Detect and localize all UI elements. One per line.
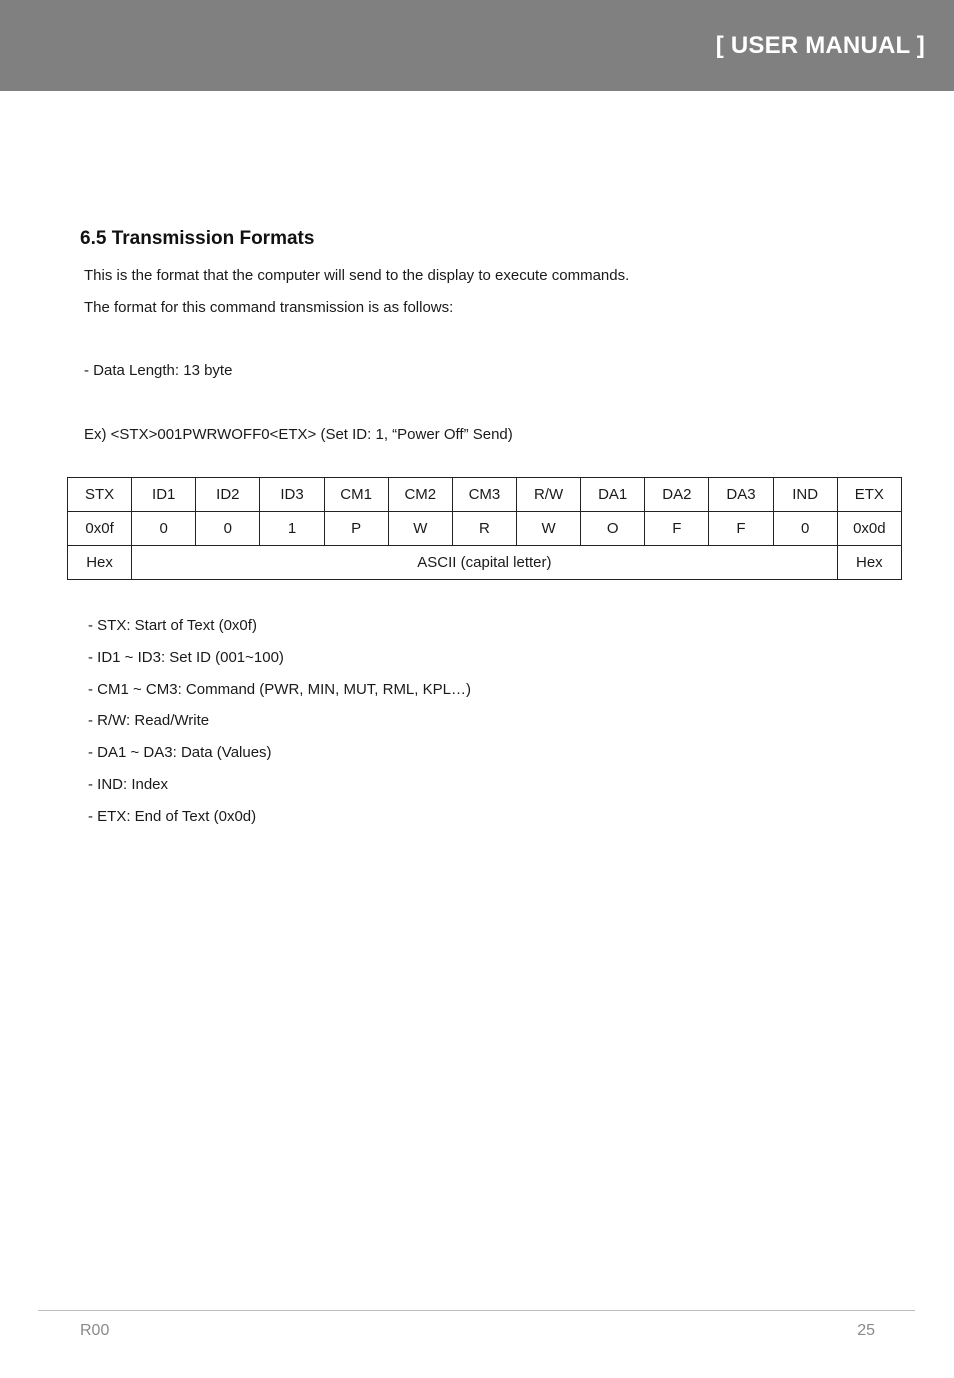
list-item: - ETX: End of Text (0x0d) (88, 807, 257, 825)
list-item: - STX: Start of Text (0x0f) (88, 617, 257, 634)
table-type-row (68, 546, 902, 580)
table-cell: IND (773, 478, 837, 512)
table-cell: STX (68, 478, 132, 512)
table-cell: F (709, 512, 773, 546)
table-cell: W (516, 512, 580, 546)
table-cell: R/W (516, 478, 580, 512)
manual-title: [ USER MANUAL ] (715, 32, 925, 59)
table-cell: 0x0d (837, 512, 901, 546)
table-cell: 0 (773, 512, 837, 546)
table-cell: P (324, 512, 388, 546)
table-cell: CM3 (452, 478, 516, 512)
table-cell: ID3 (260, 478, 324, 512)
list-item: - DA1 ~ DA3: Data (Values) (88, 744, 272, 762)
transmission-format-table (67, 477, 902, 580)
table-cell: W (388, 512, 452, 546)
table-cell: DA2 (645, 478, 709, 512)
table-cell: 0 (196, 512, 260, 546)
list-item: - IND: Index (88, 775, 169, 793)
table-cell: 0 (132, 512, 196, 546)
type-cell-hex: Hex (68, 546, 132, 580)
table-cell: F (645, 512, 709, 546)
field-legend-list (88, 617, 471, 840)
intro-paragraph: This is the format that the computer will send to the display to execute commands. (84, 267, 630, 284)
data-length-text: - Data Length: 13 byte (84, 362, 233, 379)
list-item: - CM1 ~ CM3: Command (PWR, MIN, MUT, RML, KPL…) (88, 680, 471, 698)
footer-divider (38, 1310, 915, 1311)
table-cell: ID2 (196, 478, 260, 512)
example-text: Ex) <STX>001PWRWOFF0<ETX> (Set ID: 1, “Power Off” Send) (84, 426, 513, 443)
table-cell: CM1 (324, 478, 388, 512)
section-title: 6.5 Transmission Formats (80, 228, 315, 249)
table-cell: 1 (260, 512, 324, 546)
list-item: - R/W: Read/Write (88, 712, 210, 730)
table-cell: ETX (837, 478, 901, 512)
table-cell: CM2 (388, 478, 452, 512)
table-cell: DA1 (581, 478, 645, 512)
table-value-row (68, 512, 902, 546)
table-cell: R (452, 512, 516, 546)
footer-revision: R00 (80, 1322, 110, 1339)
type-cell-ascii: ASCII (capital letter) (132, 546, 838, 580)
table-cell: DA3 (709, 478, 773, 512)
page-number: 25 (857, 1322, 875, 1339)
table-cell: ID1 (132, 478, 196, 512)
list-item: - ID1 ~ ID3: Set ID (001~100) (88, 648, 284, 666)
type-cell-hex: Hex (837, 546, 901, 580)
header-band (0, 0, 954, 91)
table-cell: O (581, 512, 645, 546)
format-paragraph: The format for this command transmission is as follows: (84, 299, 454, 316)
table-header-row (68, 478, 902, 512)
table-cell: 0x0f (68, 512, 132, 546)
